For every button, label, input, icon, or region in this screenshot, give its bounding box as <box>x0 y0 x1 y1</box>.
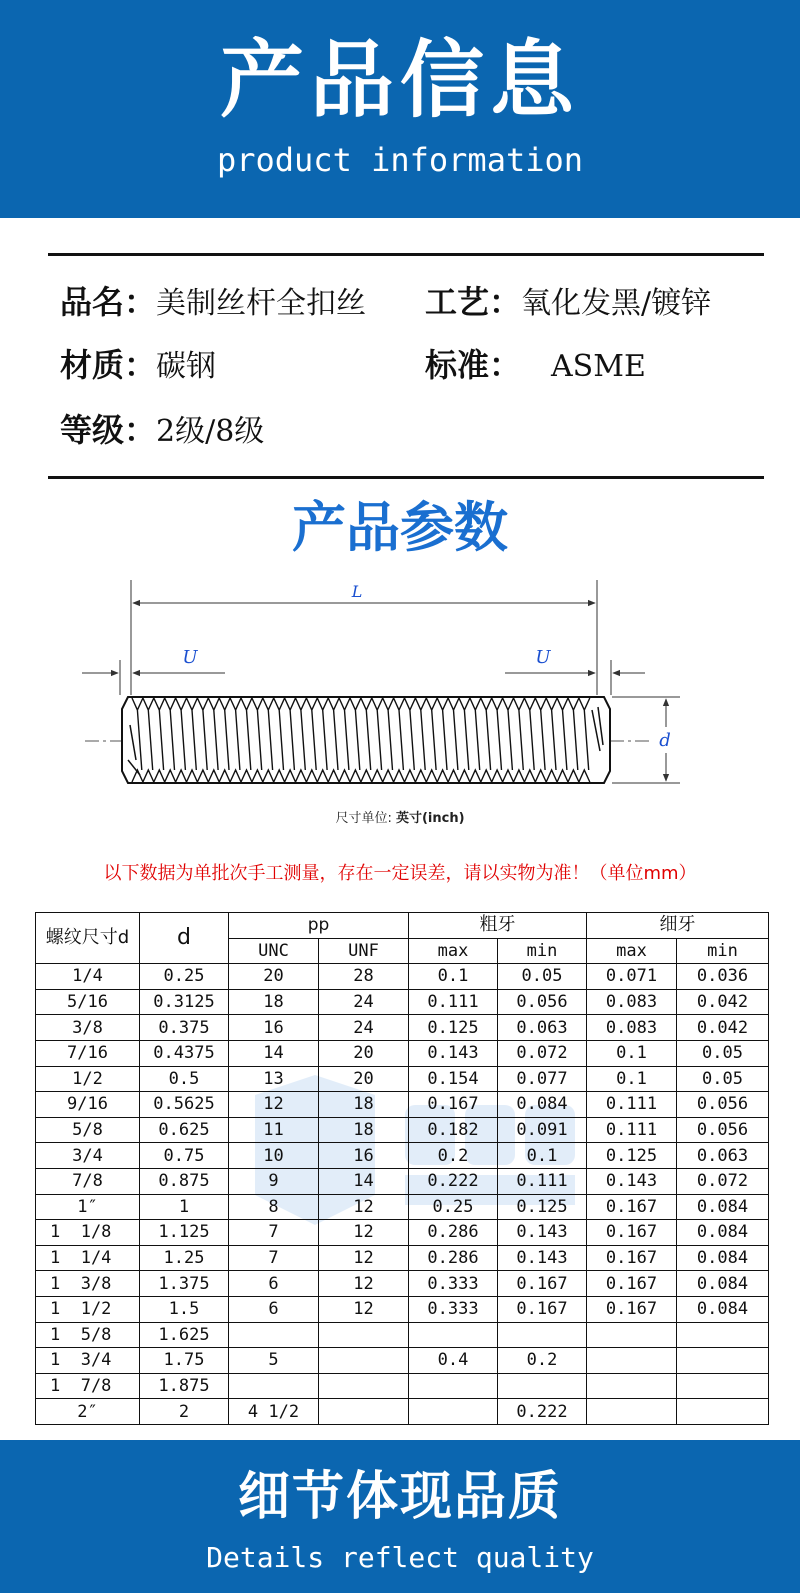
cell-fine-min: 0.056 <box>677 1117 769 1143</box>
cell-coarse-min: 0.1 <box>498 1143 587 1169</box>
cell-coarse-min: 0.167 <box>498 1271 587 1297</box>
cell-coarse-max: 0.333 <box>409 1271 498 1297</box>
cell-size: 1″ <box>36 1194 140 1220</box>
header-title-en: product information <box>216 141 584 179</box>
cell-coarse-max: 0.111 <box>409 989 498 1015</box>
cell-unc: 16 <box>229 1015 319 1041</box>
cell-fine-min: 0.05 <box>677 1040 769 1066</box>
table-row <box>36 1194 769 1220</box>
table-row <box>36 1271 769 1297</box>
cell-coarse-min: 0.063 <box>498 1015 587 1041</box>
subheader-coarse-max: max <box>409 938 498 964</box>
footer-banner <box>0 1440 800 1593</box>
grade-value: 2级/8级 <box>156 414 265 449</box>
cell-d: 1 <box>140 1194 229 1220</box>
cell-coarse-min: 0.167 <box>498 1296 587 1322</box>
material-value: 碳钢 <box>156 349 217 384</box>
cell-fine-max: 0.167 <box>587 1271 677 1297</box>
cell-d: 0.75 <box>140 1143 229 1169</box>
cell-fine-max <box>587 1399 677 1425</box>
cell-size: 7/8 <box>36 1168 140 1194</box>
cell-coarse-max: 0.143 <box>409 1040 498 1066</box>
cell-unf: 12 <box>319 1296 409 1322</box>
cell-fine-max: 0.111 <box>587 1092 677 1118</box>
cell-coarse-min: 0.084 <box>498 1092 587 1118</box>
threaded-rod-diagram <box>0 575 800 835</box>
cell-coarse-max <box>409 1322 498 1348</box>
cell-fine-max: 0.143 <box>587 1168 677 1194</box>
cell-coarse-max <box>409 1373 498 1399</box>
cell-fine-min: 0.042 <box>677 989 769 1015</box>
cell-fine-max: 0.167 <box>587 1245 677 1271</box>
table-row <box>36 1092 769 1118</box>
grade-label: 等级： <box>60 411 157 449</box>
cell-unf: 16 <box>319 1143 409 1169</box>
cell-coarse-max: 0.286 <box>409 1245 498 1271</box>
cell-fine-max: 0.1 <box>587 1040 677 1066</box>
cell-size: 1 5/8 <box>36 1322 140 1348</box>
header-banner <box>0 0 800 218</box>
cell-coarse-min: 0.143 <box>498 1245 587 1271</box>
cell-unf: 12 <box>319 1271 409 1297</box>
cell-unf <box>319 1322 409 1348</box>
spec-table <box>35 912 769 1425</box>
info-standard-row <box>425 345 646 387</box>
cell-coarse-max: 0.222 <box>409 1168 498 1194</box>
process-label: 工艺： <box>425 283 522 321</box>
cell-unf: 28 <box>319 964 409 990</box>
cell-unf: 20 <box>319 1066 409 1092</box>
table-row <box>36 1015 769 1041</box>
cell-unf <box>319 1373 409 1399</box>
cell-fine-min: 0.056 <box>677 1092 769 1118</box>
cell-unc: 14 <box>229 1040 319 1066</box>
cell-fine-min: 0.084 <box>677 1245 769 1271</box>
cell-fine-min: 0.063 <box>677 1143 769 1169</box>
cell-coarse-max: 0.154 <box>409 1066 498 1092</box>
cell-unf: 14 <box>319 1168 409 1194</box>
info-name-row <box>60 282 366 324</box>
cell-fine-min <box>677 1322 769 1348</box>
subheader-fine-max: max <box>587 938 677 964</box>
table-row <box>36 1040 769 1066</box>
cell-fine-max: 0.083 <box>587 989 677 1015</box>
cell-size: 3/4 <box>36 1143 140 1169</box>
cell-coarse-max: 0.125 <box>409 1015 498 1041</box>
cell-d: 1.75 <box>140 1348 229 1374</box>
footer-title-cn: 细节体现品质 <box>237 1467 562 1527</box>
cell-coarse-max: 0.1 <box>409 964 498 990</box>
cell-size: 1/2 <box>36 1066 140 1092</box>
cell-unc: 13 <box>229 1066 319 1092</box>
cell-size: 3/8 <box>36 1015 140 1041</box>
cell-size: 1 1/2 <box>36 1296 140 1322</box>
cell-unc: 20 <box>229 964 319 990</box>
cell-d: 0.5625 <box>140 1092 229 1118</box>
cell-coarse-min: 0.125 <box>498 1194 587 1220</box>
cell-size: 5/8 <box>36 1117 140 1143</box>
cell-fine-min: 0.084 <box>677 1220 769 1246</box>
cell-unc: 5 <box>229 1348 319 1374</box>
cell-fine-min <box>677 1373 769 1399</box>
cell-coarse-min <box>498 1373 587 1399</box>
cell-coarse-min: 0.077 <box>498 1066 587 1092</box>
cell-size: 1/4 <box>36 964 140 990</box>
cell-d: 1.875 <box>140 1373 229 1399</box>
header-coarse: 粗牙 <box>409 913 587 939</box>
table-row <box>36 1296 769 1322</box>
subheader-unc: UNC <box>229 938 319 964</box>
cell-unc: 6 <box>229 1296 319 1322</box>
cell-d: 0.25 <box>140 964 229 990</box>
cell-fine-min: 0.072 <box>677 1168 769 1194</box>
cell-coarse-max: 0.4 <box>409 1348 498 1374</box>
cell-size: 9/16 <box>36 1092 140 1118</box>
cell-coarse-max: 0.286 <box>409 1220 498 1246</box>
cell-coarse-min: 0.091 <box>498 1117 587 1143</box>
table-row <box>36 964 769 990</box>
material-label: 材质： <box>60 346 157 384</box>
table-row <box>36 989 769 1015</box>
cell-fine-max <box>587 1373 677 1399</box>
name-value: 美制丝杆全扣丝 <box>156 286 367 321</box>
cell-unc: 7 <box>229 1220 319 1246</box>
cell-fine-max <box>587 1322 677 1348</box>
cell-coarse-min: 0.143 <box>498 1220 587 1246</box>
u-left-label: U <box>182 647 198 668</box>
cell-size: 5/16 <box>36 989 140 1015</box>
cell-fine-max: 0.1 <box>587 1066 677 1092</box>
info-material-row <box>60 345 216 387</box>
cell-unc: 7 <box>229 1245 319 1271</box>
table-row <box>36 1399 769 1425</box>
cell-unf: 18 <box>319 1117 409 1143</box>
name-label: 品名： <box>60 283 157 321</box>
cell-unf: 12 <box>319 1245 409 1271</box>
table-row <box>36 1220 769 1246</box>
cell-coarse-max: 0.333 <box>409 1296 498 1322</box>
params-title: 产品参数 <box>292 496 508 559</box>
cell-unf: 24 <box>319 1015 409 1041</box>
cell-unc: 11 <box>229 1117 319 1143</box>
cell-coarse-min: 0.2 <box>498 1348 587 1374</box>
cell-fine-max: 0.125 <box>587 1143 677 1169</box>
cell-fine-max: 0.167 <box>587 1296 677 1322</box>
cell-unc: 10 <box>229 1143 319 1169</box>
cell-d: 1.25 <box>140 1245 229 1271</box>
subheader-coarse-min: min <box>498 938 587 964</box>
measurement-note: 以下数据为单批次手工测量，存在一定误差，请以实物为准！（单位mm） <box>103 863 697 884</box>
table-row <box>36 1322 769 1348</box>
cell-fine-min: 0.084 <box>677 1296 769 1322</box>
cell-d: 1.375 <box>140 1271 229 1297</box>
cell-fine-min: 0.05 <box>677 1066 769 1092</box>
cell-coarse-max: 0.167 <box>409 1092 498 1118</box>
cell-coarse-max: 0.182 <box>409 1117 498 1143</box>
cell-fine-min: 0.042 <box>677 1015 769 1041</box>
cell-unc: 9 <box>229 1168 319 1194</box>
cell-fine-min: 0.084 <box>677 1271 769 1297</box>
cell-size: 7/16 <box>36 1040 140 1066</box>
footer-title-en: Details reflect quality <box>206 1541 594 1574</box>
cell-coarse-min: 0.111 <box>498 1168 587 1194</box>
cell-d: 0.625 <box>140 1117 229 1143</box>
table-row <box>36 1117 769 1143</box>
cell-fine-min: 0.036 <box>677 964 769 990</box>
cell-unc <box>229 1373 319 1399</box>
diameter-label: d <box>659 730 671 751</box>
table-row <box>36 1373 769 1399</box>
cell-coarse-min: 0.05 <box>498 964 587 990</box>
subheader-unf: UNF <box>319 938 409 964</box>
subheader-fine-min: min <box>677 938 769 964</box>
cell-size: 1 3/4 <box>36 1348 140 1374</box>
header-pp: pp <box>229 913 409 939</box>
cell-d: 0.3125 <box>140 989 229 1015</box>
info-top-rule <box>48 253 764 256</box>
cell-coarse-max: 0.2 <box>409 1143 498 1169</box>
cell-size: 1 7/8 <box>36 1373 140 1399</box>
cell-d: 2 <box>140 1399 229 1425</box>
table-row <box>36 1168 769 1194</box>
cell-size: 1 1/4 <box>36 1245 140 1271</box>
unit-value: 英寸(inch) <box>395 811 465 826</box>
cell-coarse-min: 0.056 <box>498 989 587 1015</box>
cell-fine-max <box>587 1348 677 1374</box>
cell-fine-max: 0.111 <box>587 1117 677 1143</box>
cell-d: 0.4375 <box>140 1040 229 1066</box>
cell-fine-max: 0.083 <box>587 1015 677 1041</box>
table-row <box>36 1348 769 1374</box>
header-d: d <box>140 913 229 964</box>
cell-coarse-min <box>498 1322 587 1348</box>
cell-fine-min: 0.084 <box>677 1194 769 1220</box>
standard-label: 标准： <box>425 346 522 384</box>
cell-unf: 18 <box>319 1092 409 1118</box>
cell-unf: 12 <box>319 1220 409 1246</box>
table-row <box>36 1066 769 1092</box>
cell-unf: 24 <box>319 989 409 1015</box>
cell-unc <box>229 1322 319 1348</box>
info-bottom-rule <box>48 476 764 479</box>
cell-unf <box>319 1348 409 1374</box>
info-process-row <box>425 282 711 324</box>
cell-coarse-min: 0.072 <box>498 1040 587 1066</box>
cell-d: 0.5 <box>140 1066 229 1092</box>
header-size: 螺纹尺寸d <box>36 913 140 964</box>
header-title-cn: 产品信息 <box>219 31 580 129</box>
table-row <box>36 1143 769 1169</box>
cell-unc: 18 <box>229 989 319 1015</box>
cell-coarse-max <box>409 1399 498 1425</box>
table-row <box>36 1245 769 1271</box>
cell-coarse-max: 0.25 <box>409 1194 498 1220</box>
cell-size: 2″ <box>36 1399 140 1425</box>
cell-d: 1.625 <box>140 1322 229 1348</box>
info-grade-row <box>60 410 264 452</box>
cell-size: 1 3/8 <box>36 1271 140 1297</box>
cell-fine-max: 0.071 <box>587 964 677 990</box>
unit-prefix: 尺寸单位: <box>335 811 396 826</box>
cell-unc: 12 <box>229 1092 319 1118</box>
cell-d: 0.375 <box>140 1015 229 1041</box>
unit-caption <box>335 810 464 826</box>
cell-fine-min <box>677 1399 769 1425</box>
cell-unc: 8 <box>229 1194 319 1220</box>
cell-coarse-min: 0.222 <box>498 1399 587 1425</box>
cell-unf: 12 <box>319 1194 409 1220</box>
standard-value: ASME <box>551 349 646 384</box>
cell-unf <box>319 1399 409 1425</box>
table-header-row <box>36 913 769 939</box>
length-label: L <box>351 582 363 601</box>
cell-d: 1.125 <box>140 1220 229 1246</box>
header-fine: 细牙 <box>587 913 769 939</box>
cell-unf: 20 <box>319 1040 409 1066</box>
cell-fine-max: 0.167 <box>587 1194 677 1220</box>
cell-size: 1 1/8 <box>36 1220 140 1246</box>
cell-fine-max: 0.167 <box>587 1220 677 1246</box>
cell-d: 1.5 <box>140 1296 229 1322</box>
cell-fine-min <box>677 1348 769 1374</box>
cell-d: 0.875 <box>140 1168 229 1194</box>
cell-unc: 6 <box>229 1271 319 1297</box>
u-right-label: U <box>535 647 551 668</box>
cell-unc: 4 1/2 <box>229 1399 319 1425</box>
process-value: 氧化发黑/镀锌 <box>521 286 712 321</box>
